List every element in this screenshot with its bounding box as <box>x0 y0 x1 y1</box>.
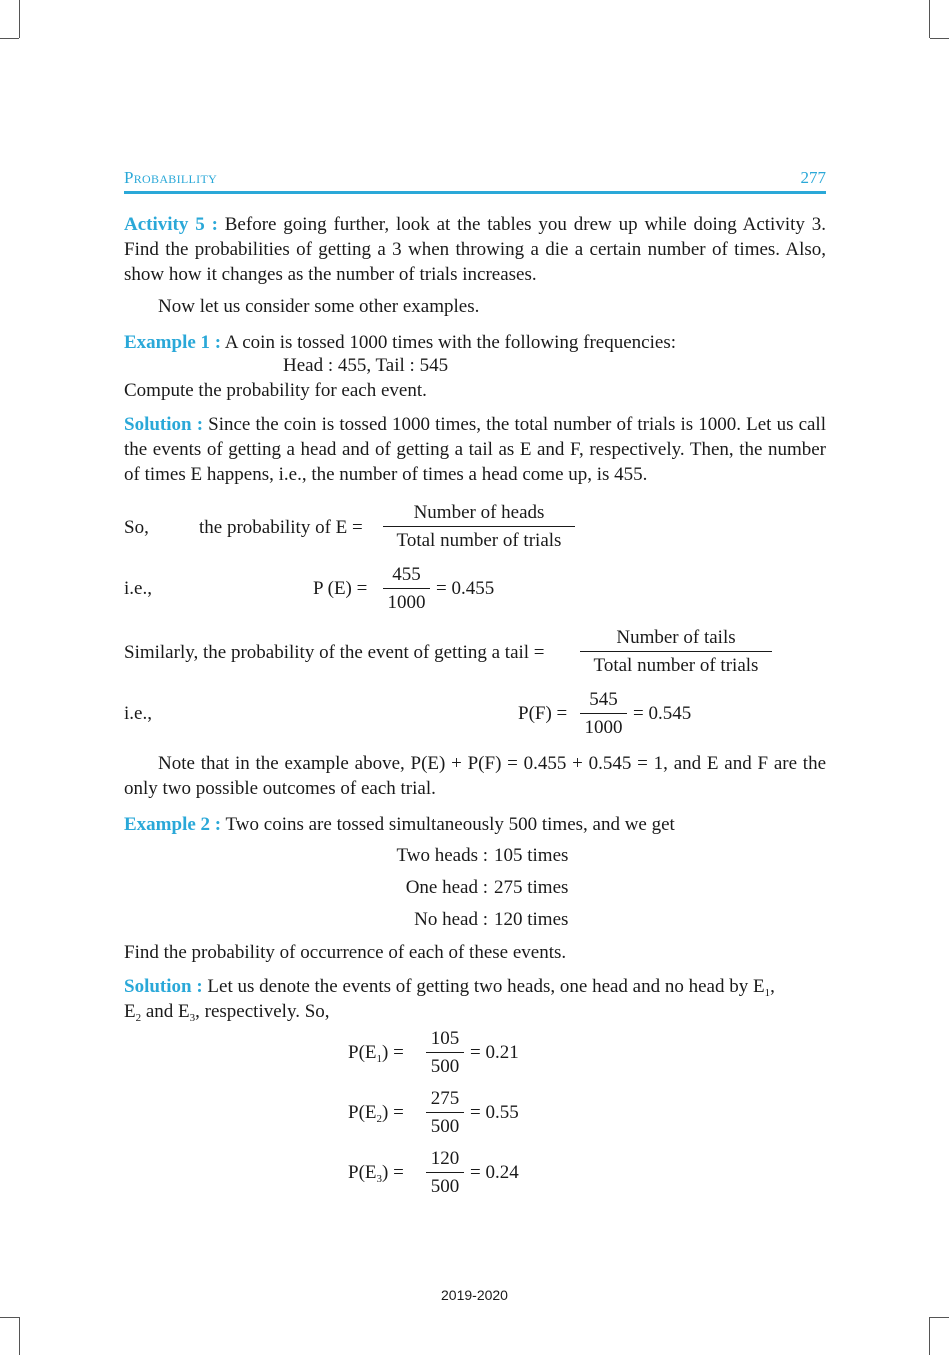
example-1-text: A coin is tossed 1000 times with the following frequencies: <box>221 332 676 353</box>
equation-rhs: = 0.24 <box>470 1162 519 1183</box>
prob-e-label: the probability of E = <box>199 517 363 538</box>
solution-2-text: Let us denote the events of getting two heads, one head and no head by E <box>202 976 765 997</box>
pf-rhs: = 0.545 <box>633 703 692 724</box>
crop-mark <box>930 38 949 39</box>
fraction-denominator: 500 <box>430 1116 460 1137</box>
example-1-paragraph <box>124 330 826 355</box>
chapter-title: Probabillity <box>124 168 218 187</box>
table-row-event: Two heads : <box>396 845 488 866</box>
outcome-table <box>340 845 569 941</box>
subscript: 1 <box>376 1053 382 1065</box>
fraction-numerator: Number of tails <box>616 627 736 648</box>
running-header <box>124 168 826 190</box>
solution-1-text: Since the coin is tossed 1000 times, the total number of trials is 1000. Let us call the events of getting a head and of getting a tail as E and F, respectively. Then, the number of times E happens, i.e., the number of times a head come up, is 455. <box>124 414 826 485</box>
activity-text: Before going further, look at the tables you drew up while doing Activity 3. Find the probabilities of getting a 3 when throwing a die a certain number of times. Also, show how it changes as the number of trials increases. <box>124 214 826 285</box>
fraction-numerator: Number of heads <box>413 502 545 523</box>
crop-mark <box>929 0 930 38</box>
subscript: 1 <box>764 987 771 999</box>
prob-f-fraction <box>580 625 772 678</box>
equation-fraction <box>426 1086 464 1139</box>
fraction-numerator: 275 <box>430 1088 460 1109</box>
fraction-numerator: 455 <box>392 564 421 585</box>
page-number: 277 <box>800 168 826 187</box>
fraction-numerator: 120 <box>430 1148 460 1169</box>
prob-e-fraction <box>383 500 575 553</box>
solution-1-label: Solution : <box>124 414 204 435</box>
crop-mark <box>930 1317 949 1318</box>
equation-rhs: = 0.55 <box>470 1102 519 1123</box>
crop-mark <box>19 0 20 38</box>
crop-mark <box>0 38 19 39</box>
subscript: 3 <box>189 1012 196 1024</box>
fraction-denominator: 1000 <box>584 717 623 738</box>
table-row-event: One head : <box>405 877 488 898</box>
pe-fraction <box>383 562 430 615</box>
solution-2-text: , respectively. So, <box>195 1001 330 1022</box>
footer-year: 2019-2020 <box>441 1287 508 1303</box>
lhs-text: P(E <box>348 1162 377 1183</box>
solution-2-text: and E <box>141 1001 190 1022</box>
solution-2-paragraph <box>124 974 826 1024</box>
solution-2-label: Solution : <box>124 976 203 997</box>
activity-label: Activity 5 : <box>124 214 218 235</box>
subscript: 3 <box>376 1173 382 1185</box>
crop-mark <box>0 1317 19 1318</box>
pf-lhs: P(F) = <box>518 703 568 724</box>
lhs-text: P(E <box>348 1042 377 1063</box>
table-row-count: 120 times <box>494 909 569 930</box>
table-row-count: 275 times <box>494 877 569 898</box>
example-1-question: Compute the probability for each event. <box>124 380 427 401</box>
solution-1-paragraph <box>124 412 826 487</box>
example-2-paragraph <box>124 812 826 837</box>
similarly-label: Similarly, the probability of the event of getting a tail = <box>124 642 545 663</box>
example-2-text: Two coins are tossed simultaneously 500 times, and we get <box>221 814 675 835</box>
solution-2-text: E <box>124 1001 136 1022</box>
activity-5-paragraph <box>124 212 826 287</box>
equation-lhs <box>348 1042 404 1064</box>
comma: , <box>770 976 775 997</box>
intro-paragraph: Now let us consider some other examples. <box>158 296 480 317</box>
subscript: 2 <box>376 1113 382 1125</box>
equation-fraction <box>426 1146 464 1199</box>
ie-label: i.e., <box>124 578 152 599</box>
header-rule <box>124 191 826 194</box>
fraction-denominator: 500 <box>430 1176 460 1197</box>
equation-fraction <box>426 1026 464 1079</box>
crop-mark <box>929 1317 930 1355</box>
example-1-label: Example 1 : <box>124 332 222 353</box>
fraction-denominator: 1000 <box>387 592 426 613</box>
fraction-numerator: 105 <box>430 1028 460 1049</box>
equation-lhs <box>348 1102 404 1124</box>
fraction-denominator: 500 <box>430 1056 460 1077</box>
pe-rhs: = 0.455 <box>436 578 495 599</box>
equation-rhs: = 0.21 <box>470 1042 519 1063</box>
example-2-question: Find the probability of occurrence of each of these events. <box>124 942 567 963</box>
lhs-text: ) = <box>382 1042 404 1063</box>
subscript: 2 <box>135 1012 142 1024</box>
fraction-denominator: Total number of trials <box>593 655 759 676</box>
lhs-text: P(E <box>348 1102 377 1123</box>
lhs-text: ) = <box>382 1102 404 1123</box>
crop-mark <box>19 1317 20 1355</box>
pe-lhs: P (E) = <box>313 578 368 599</box>
so-label: So, <box>124 517 149 538</box>
example-2-label: Example 2 : <box>124 814 222 835</box>
table-row-count: 105 times <box>494 845 569 866</box>
note-paragraph: Note that in the example above, P(E) + P(F) = 0.455 + 0.545 = 1, and E and F are the only two possible outcomes of each trial. <box>124 753 826 799</box>
table-row-event: No head : <box>414 909 488 930</box>
equation-lhs <box>348 1162 404 1184</box>
fraction-numerator: 545 <box>589 689 618 710</box>
frequency-line: Head : 455, Tail : 545 <box>283 355 449 376</box>
fraction-denominator: Total number of trials <box>396 530 562 551</box>
ie-label: i.e., <box>124 703 152 724</box>
pf-fraction <box>580 687 627 740</box>
lhs-text: ) = <box>382 1162 404 1183</box>
